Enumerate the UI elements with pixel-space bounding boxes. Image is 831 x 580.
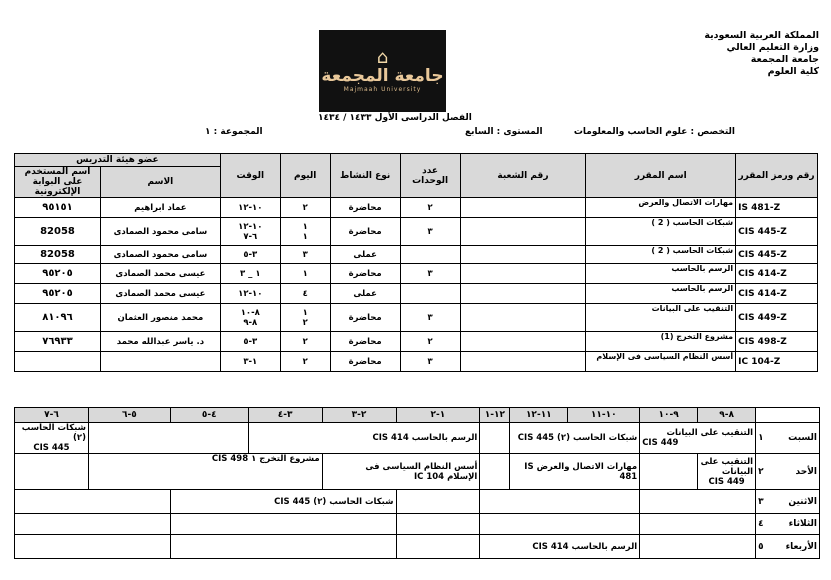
course-units: ٣: [400, 352, 460, 372]
course-units: ٣: [400, 304, 460, 332]
time-header: ١٢-١: [480, 408, 510, 423]
day-number: ٣: [758, 496, 764, 507]
course-name: شبكات الحاسب ( 2 ): [586, 246, 736, 264]
course-activity: محاضرة: [330, 218, 400, 246]
course-name: مهارات الاتصال والعرض: [586, 198, 736, 218]
course-code: CIS 414-Z: [736, 284, 818, 304]
day-wednesday: [756, 535, 820, 559]
org-line: كلية العلوم: [767, 66, 819, 77]
day-name: الأربعاء: [785, 541, 817, 552]
col-time: الوقت: [220, 154, 280, 198]
faculty-name: عيسى محمد الصمادى: [100, 284, 220, 304]
col-name: اسم المقرر: [586, 154, 736, 198]
day-saturday: [756, 423, 820, 454]
corner-cell: [756, 408, 820, 423]
day-number: ٤: [758, 519, 764, 529]
semester-title: الفصل الدراسى الأول ١٤٣٣ / ١٤٣٤: [318, 113, 472, 123]
org-line: وزارة التعليم العالي: [726, 42, 819, 53]
time-header: ٤-٥: [170, 408, 248, 423]
course-row: [15, 264, 818, 284]
schedule-cell: [170, 490, 396, 514]
course-day: ٣: [280, 246, 330, 264]
course-time: ١ _ ٣: [220, 264, 280, 284]
course-activity: محاضرة: [330, 304, 400, 332]
schedule-cell: [640, 454, 698, 490]
course-code: CIS 449-Z: [736, 304, 818, 332]
course-time: ١-٣: [220, 352, 280, 372]
specialty-label: التخصص : علوم الحاسب والمعلومات: [573, 127, 735, 137]
col-units: عدد الوحدات: [400, 154, 460, 198]
schedule-cell: [322, 454, 480, 490]
course-activity: عملى: [330, 284, 400, 304]
course-label: شبكات الحاسب (٢): [21, 423, 86, 443]
course-row: [15, 352, 818, 372]
day-name: الثلاثاء: [788, 519, 817, 529]
course-name: الرسم بالحاسب: [586, 284, 736, 304]
day-sunday: [756, 454, 820, 490]
course-label: مهارات الاتصال والعرض: [536, 461, 638, 472]
org-line: المملكة العربية السعودية: [704, 30, 819, 41]
course-label: أسس النظام السياسى فى الإسلام: [365, 461, 478, 482]
course-name: أسس النظام السياسى فى الإسلام: [586, 352, 736, 372]
day-number: ٢: [758, 466, 764, 477]
course-name: الرسم بالحاسب: [586, 264, 736, 284]
course-code: IC 104: [413, 471, 445, 482]
schedule-cell: [89, 454, 323, 490]
faculty-name: سامى محمود الصمادى: [100, 246, 220, 264]
course-activity: محاضرة: [330, 264, 400, 284]
course-units: ٢: [400, 332, 460, 352]
schedule-cell: [170, 535, 396, 559]
course-row: [15, 218, 818, 246]
course-code: CIS 445: [517, 433, 555, 443]
course-section: [460, 264, 586, 284]
schedule-cell: [89, 423, 249, 454]
course-activity: عملى: [330, 246, 400, 264]
course-label: مشروع التخرج ١ 498 CIS: [211, 454, 320, 464]
day-monday: [756, 490, 820, 514]
time-header: ١١-١٢: [510, 408, 568, 423]
col-code: رقم ورمز المقرر: [736, 154, 818, 198]
schedule-cell: [510, 423, 640, 454]
col-activity: نوع النشاط: [330, 154, 400, 198]
faculty-username: ٩٥٢٠٥: [15, 284, 101, 304]
course-activity: محاضرة: [330, 352, 400, 372]
course-day: ١ ١: [280, 218, 330, 246]
course-section: [460, 218, 586, 246]
logo-mark-icon: ⌂: [376, 46, 389, 68]
course-label: التنقيب على البيانات: [666, 428, 754, 438]
course-label: شبكات الحاسب (٢) CIS 445: [274, 496, 394, 507]
schedule-cell: [396, 535, 480, 559]
schedule-cell: [640, 423, 756, 454]
courses-table: [14, 153, 818, 372]
course-row: [15, 198, 818, 218]
schedule-cell: [640, 514, 756, 535]
course-label: الرسم بالحاسب CIS 414: [532, 541, 638, 552]
course-row: [15, 246, 818, 264]
level-label: المستوى : السابع: [465, 127, 543, 137]
course-code: CIS 414-Z: [736, 264, 818, 284]
course-code: 449 CIS: [642, 438, 679, 448]
schedule-cell: [510, 454, 640, 490]
course-day: ٢: [280, 332, 330, 352]
faculty-name: عيسى محمد الصمادى: [100, 264, 220, 284]
course-day: ٢: [280, 198, 330, 218]
time-header: ١٠-١١: [568, 408, 640, 423]
course-code: CIS 445-Z: [736, 246, 818, 264]
faculty-username: ٨١٠٩٦: [15, 304, 101, 332]
logo-english-text: Majmaah University: [343, 85, 422, 93]
time-header: ٥-٦: [89, 408, 171, 423]
faculty-name: [100, 352, 220, 372]
faculty-name: محمد منصور العثمان: [100, 304, 220, 332]
faculty-username: ٩٥١٥١: [15, 198, 101, 218]
faculty-username: 82058: [15, 246, 101, 264]
schedule-cell: [640, 490, 756, 514]
course-row: [15, 332, 818, 352]
course-section: [460, 352, 586, 372]
day-tuesday: [756, 514, 820, 535]
course-code: CIS 445-Z: [736, 218, 818, 246]
schedule-cell: [480, 490, 640, 514]
course-day: ٤: [280, 284, 330, 304]
faculty-username: [15, 352, 101, 372]
col-faculty: عضو هيئة التدريس: [15, 154, 221, 167]
col-day: اليوم: [280, 154, 330, 198]
course-section: [460, 198, 586, 218]
course-time: ١٠-١٢: [220, 284, 280, 304]
time-header: ٢-٣: [322, 408, 396, 423]
course-code: CIS 445: [33, 443, 70, 453]
course-section: [460, 332, 586, 352]
course-time: ١٠-١٢: [220, 198, 280, 218]
schedule-cell: [396, 490, 480, 514]
course-day: ١ ٢: [280, 304, 330, 332]
schedule-cell: [480, 514, 640, 535]
course-units: ٣: [400, 218, 460, 246]
course-label: شبكات الحاسب (٢): [557, 433, 638, 443]
course-units: [400, 284, 460, 304]
course-code: IC 104-Z: [736, 352, 818, 372]
day-name: الاثنين: [788, 496, 817, 507]
group-label: المجموعة : ١: [205, 127, 263, 137]
day-name: السبت: [788, 433, 817, 443]
organization-header: [704, 30, 819, 78]
time-header: ١-٢: [396, 408, 480, 423]
weekly-schedule-table: [14, 407, 820, 559]
org-line: جامعة المجمعة: [750, 54, 819, 65]
course-units: ٣: [400, 264, 460, 284]
time-header: ٦-٧: [15, 408, 89, 423]
col-section: رقم الشعبة: [460, 154, 586, 198]
course-time: ٣-٥: [220, 332, 280, 352]
schedule-cell: [15, 454, 89, 490]
course-time: ٣-٥: [220, 246, 280, 264]
faculty-username: ٩٥٢٠٥: [15, 264, 101, 284]
schedule-cell: [698, 454, 756, 490]
schedule-cell: [15, 490, 171, 514]
faculty-username: ٧٦٩٣٣: [15, 332, 101, 352]
schedule-cell: [480, 535, 640, 559]
schedule-cell: [170, 514, 396, 535]
course-name: شبكات الحاسب ( 2 ): [586, 218, 736, 246]
course-row: [15, 304, 818, 332]
course-code: IS 481: [524, 461, 638, 482]
course-time: ٨-١٠ ٨-٩: [220, 304, 280, 332]
faculty-name: د. ياسر عبدالله محمد: [100, 332, 220, 352]
course-section: [460, 284, 586, 304]
faculty-name: سامى محمود الصمادى: [100, 218, 220, 246]
course-day: ١: [280, 264, 330, 284]
course-code: CIS 498-Z: [736, 332, 818, 352]
schedule-cell: [480, 454, 510, 490]
course-section: [460, 304, 586, 332]
course-units: ٢: [400, 198, 460, 218]
faculty-name: عماد ابراهيم: [100, 198, 220, 218]
schedule-cell: [15, 423, 89, 454]
day-name: الأحد: [795, 466, 817, 477]
day-number: ١: [758, 433, 764, 443]
course-day: ٢: [280, 352, 330, 372]
course-label: التنقيب على البيانات: [700, 456, 754, 477]
col-faculty-user: اسم المستخدم على البوابة الإلكترونية: [15, 167, 101, 198]
time-header: ٩-١٠: [640, 408, 698, 423]
schedule-cell: [640, 535, 756, 559]
course-units: [400, 246, 460, 264]
schedule-cell: [248, 423, 480, 454]
faculty-username: 82058: [15, 218, 101, 246]
course-name: التنقيب على البيانات: [586, 304, 736, 332]
course-activity: محاضرة: [330, 332, 400, 352]
logo-arabic-text: جامعة المجمعة: [321, 65, 444, 86]
course-section: [460, 246, 586, 264]
course-name: مشروع التخرج (1): [586, 332, 736, 352]
schedule-cell: [15, 514, 171, 535]
schedule-cell: [15, 535, 171, 559]
university-logo: [319, 30, 446, 112]
course-row: [15, 284, 818, 304]
course-code: CIS 449: [708, 476, 745, 487]
time-header: ٣-٤: [248, 408, 322, 423]
course-time: ١٠-١٢ ٦-٧: [220, 218, 280, 246]
day-number: ٥: [758, 541, 764, 552]
course-activity: محاضرة: [330, 198, 400, 218]
col-faculty-name: الاسم: [100, 167, 220, 198]
schedule-cell: [480, 423, 510, 454]
course-code: IS 481-Z: [736, 198, 818, 218]
course-label: الرسم بالحاسب CIS 414: [372, 433, 478, 443]
schedule-cell: [396, 514, 480, 535]
time-header: ٨-٩: [698, 408, 756, 423]
